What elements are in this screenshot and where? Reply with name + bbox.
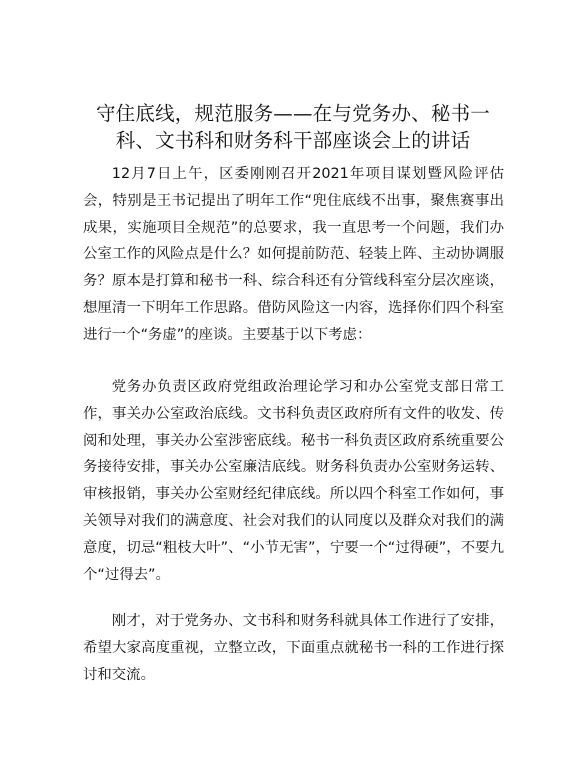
paragraph-considerations: 党务办负责区政府党组政治理论学习和办公室党支部日常工作，事关办公室政治底线。文书科负责区政府所有文件的收发、传阅和处理，事关办公室涉密底线。秘书一科负责区政府系统重要公务接待安排，事关办公室廉洁底线。财务科负责办公室财务运转、审核报销，事关办公室财经纪律底线。所以四个科室工作如何，事关领导对我们的满意度、社会对我们的认同度以及群众对我们的满意度，切忌“粗枝大叶”、“小节无害”，宁要一个“过得硬”，不要九个“过得去”。 [83, 379, 504, 583]
document-title: 守住底线，规范服务——在与党务办、秘书一科、文书科和财务科干部座谈会上的讲话 [95, 102, 490, 152]
paragraph-intro: 12月7日上午，区委刚刚召开2021年项目谋划暨风险评估会，特别是王书记提出了明年工作“兜住底线不出事，聚焦赛事出成果，实施项目全规范”的总要求，我一直思考一个问题，我们办公室工作的风险点是什么？如何提前防范、轻装上阵、主动协调服务？原本是打算和秘书一科、综合科还有分管线科室分层次座谈，想厘清一下明年工作思路。借防风险这一内容，选择你们四个科室进行一个“务虚”的座谈。主要基于以下考虑： [83, 166, 504, 343]
paragraph-transition: 刚才，对于党务办、文书科和财务科就具体工作进行了安排，希望大家高度重视，立整立改，下面重点就秘书一科的工作进行探讨和交流。 [83, 613, 504, 683]
